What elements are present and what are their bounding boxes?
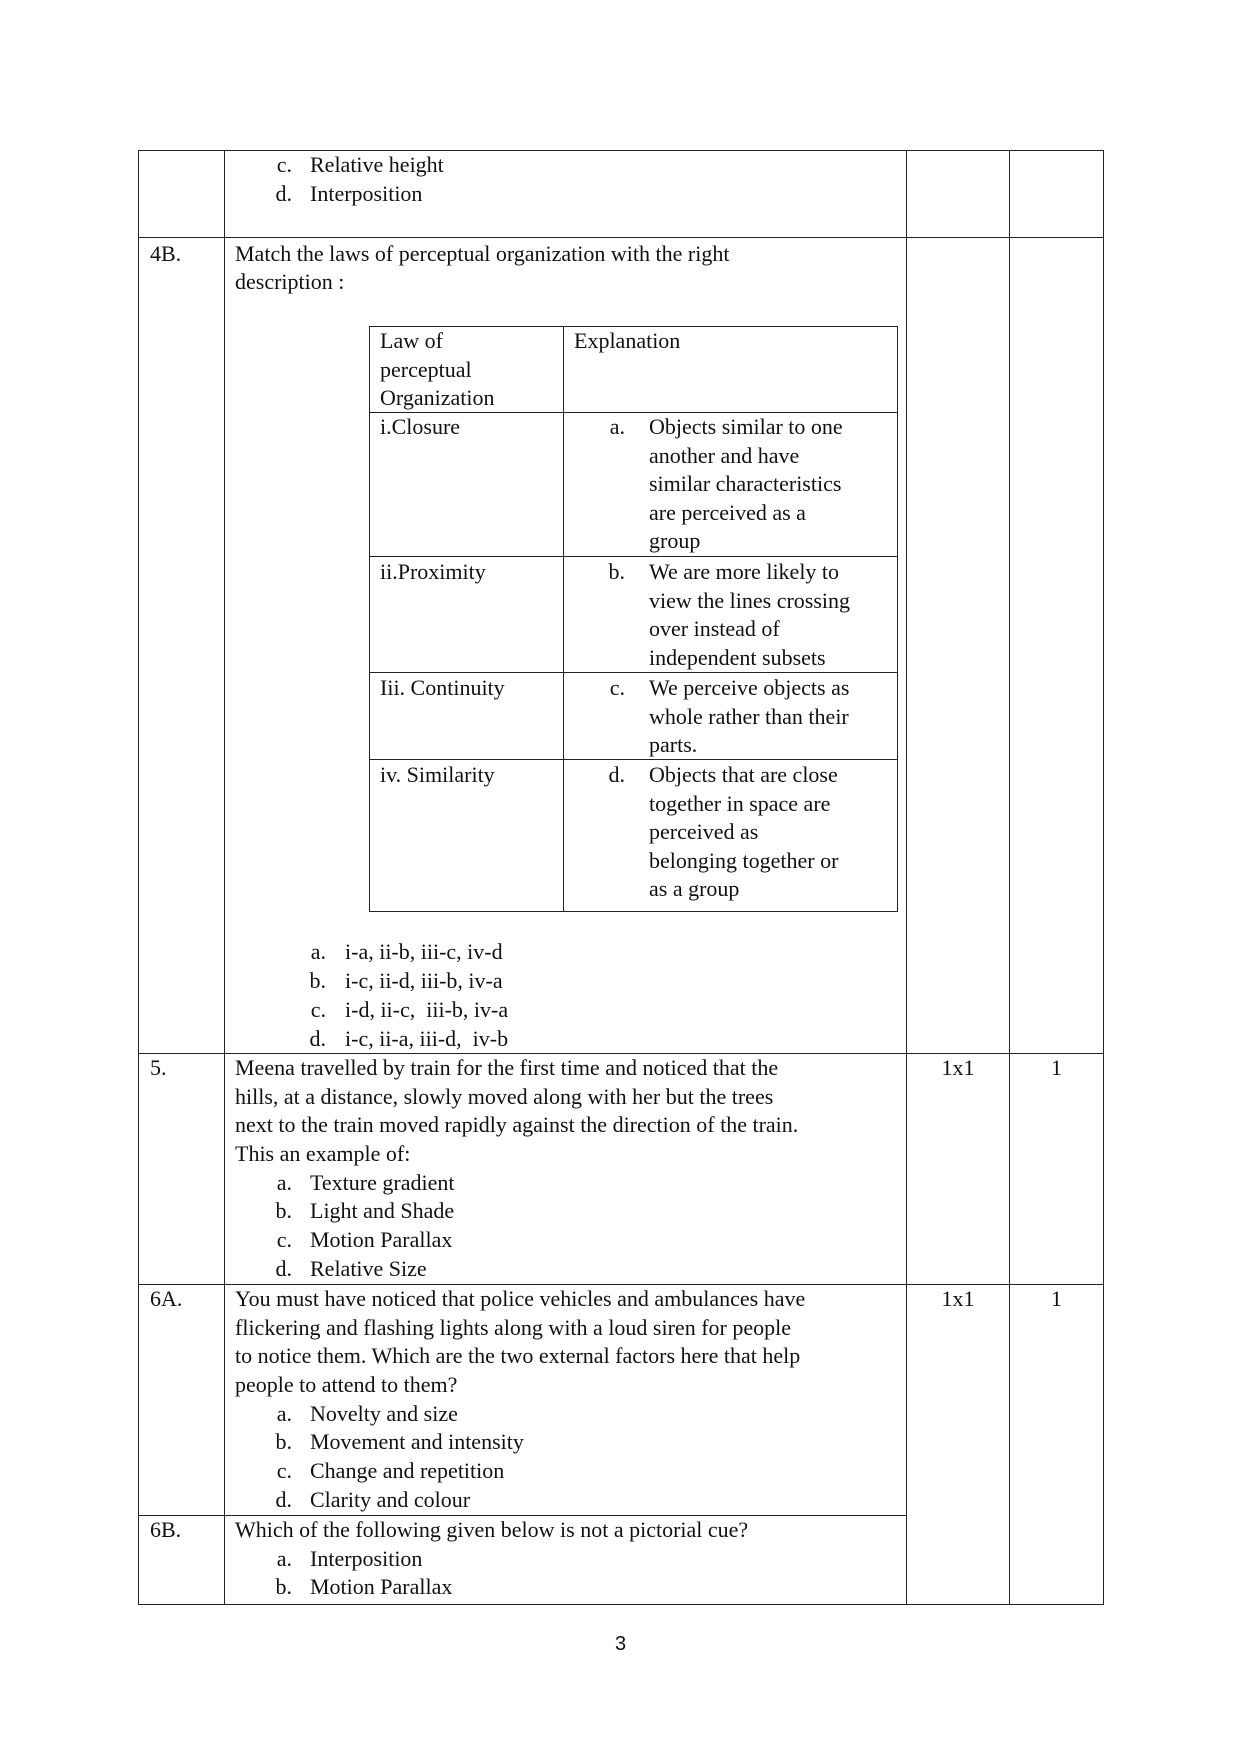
question-text: This an example of:	[235, 1141, 411, 1166]
explanation-line: belonging together or	[649, 848, 839, 873]
option-text: Light and Shade	[310, 1198, 455, 1223]
option-text: Interposition	[310, 181, 423, 206]
explanation-line: Objects that are close	[649, 762, 838, 787]
option-letter: b.	[275, 1429, 292, 1454]
question-text: people to attend to them?	[235, 1372, 458, 1397]
option-text: Change and repetition	[310, 1458, 505, 1483]
marks-split: 1x1	[941, 1055, 975, 1080]
option-text: Motion Parallax	[310, 1227, 453, 1252]
option-text: Texture gradient	[310, 1170, 455, 1195]
option-letter: a.	[276, 1170, 292, 1195]
option-letter: b.	[275, 1198, 292, 1223]
explanation-line: whole rather than their	[649, 704, 849, 729]
question-text: You must have noticed that police vehicles and ambulances have	[235, 1286, 806, 1311]
header-law: Organization	[380, 385, 495, 410]
explanation-line: We perceive objects as	[649, 675, 850, 700]
header-law: perceptual	[380, 357, 472, 382]
law-cell: i.Closure	[380, 414, 461, 439]
law-cell: ii.Proximity	[380, 559, 486, 584]
option-letter: d.	[275, 1487, 292, 1512]
option-text: Novelty and size	[310, 1401, 458, 1426]
explanation-line: Objects similar to one	[649, 414, 843, 439]
question-text: description :	[235, 269, 345, 294]
option-letter: c.	[310, 997, 326, 1022]
explanation-line: as a group	[649, 876, 740, 901]
explanation-letter: c.	[609, 675, 625, 700]
option-text: i-d, ii-c, iii-b, iv-a	[345, 997, 509, 1022]
option-text: i-a, ii-b, iii-c, iv-d	[345, 939, 503, 964]
explanation-line: over instead of	[649, 616, 780, 641]
explanation-line: parts.	[649, 732, 698, 757]
marks-split: 1x1	[941, 1286, 975, 1311]
option-letter: d.	[275, 1256, 292, 1281]
explanation-line: are perceived as a	[649, 500, 806, 525]
option-letter: c.	[276, 1227, 292, 1252]
option-letter: d.	[309, 1026, 326, 1051]
header-law: Law of	[380, 328, 443, 353]
page-number: 3	[614, 1633, 627, 1655]
explanation-line: group	[649, 528, 701, 553]
question-text: Match the laws of perceptual organization with the right	[235, 241, 730, 266]
question-text: to notice them. Which are the two external factors here that help	[235, 1343, 801, 1368]
question-text: Which of the following given below is not a pictorial cue?	[235, 1517, 749, 1542]
question-text: flickering and flashing lights along with a loud siren for people	[235, 1315, 791, 1340]
question-number: 6B.	[150, 1517, 182, 1542]
option-letter: b.	[309, 968, 326, 993]
option-text: Movement and intensity	[310, 1429, 524, 1454]
header-explanation: Explanation	[574, 328, 681, 353]
explanation-line: independent subsets	[649, 645, 826, 670]
option-letter: c.	[276, 152, 292, 177]
match-table	[369, 326, 898, 912]
explanation-letter: d.	[608, 762, 625, 787]
explanation-line: together in space are	[649, 791, 831, 816]
option-letter: a.	[310, 939, 326, 964]
explanation-letter: b.	[608, 559, 625, 584]
option-text: Interposition	[310, 1546, 423, 1571]
explanation-line: perceived as	[649, 819, 759, 844]
option-letter: c.	[276, 1458, 292, 1483]
question-text: hills, at a distance, slowly moved along with her but the trees	[235, 1084, 774, 1109]
option-letter: d.	[275, 181, 292, 206]
explanation-line: view the lines crossing	[649, 588, 851, 613]
total-marks: 1	[1051, 1286, 1062, 1311]
option-text: Relative height	[310, 152, 444, 177]
option-text: i-c, ii-d, iii-b, iv-a	[345, 968, 503, 993]
option-text: Relative Size	[310, 1256, 427, 1281]
option-letter: a.	[276, 1546, 292, 1571]
question-text: Meena travelled by train for the first time and noticed that the	[235, 1055, 779, 1080]
explanation-line: similar characteristics	[649, 471, 842, 496]
total-marks: 1	[1051, 1055, 1062, 1080]
question-text: next to the train moved rapidly against the direction of the train.	[235, 1112, 799, 1137]
law-cell: iv. Similarity	[380, 762, 495, 787]
explanation-line: another and have	[649, 443, 800, 468]
question-number: 4B.	[150, 241, 182, 266]
explanation-letter: a.	[609, 414, 625, 439]
option-text: Motion Parallax	[310, 1574, 453, 1599]
law-cell: Iii. Continuity	[380, 675, 505, 700]
explanation-line: We are more likely to	[649, 559, 840, 584]
question-number: 6A.	[150, 1286, 183, 1311]
option-text: Clarity and colour	[310, 1487, 471, 1512]
option-text: i-c, ii-a, iii-d, iv-b	[345, 1026, 509, 1051]
option-letter: a.	[276, 1401, 292, 1426]
question-number: 5.	[150, 1055, 167, 1080]
option-letter: b.	[275, 1574, 292, 1599]
